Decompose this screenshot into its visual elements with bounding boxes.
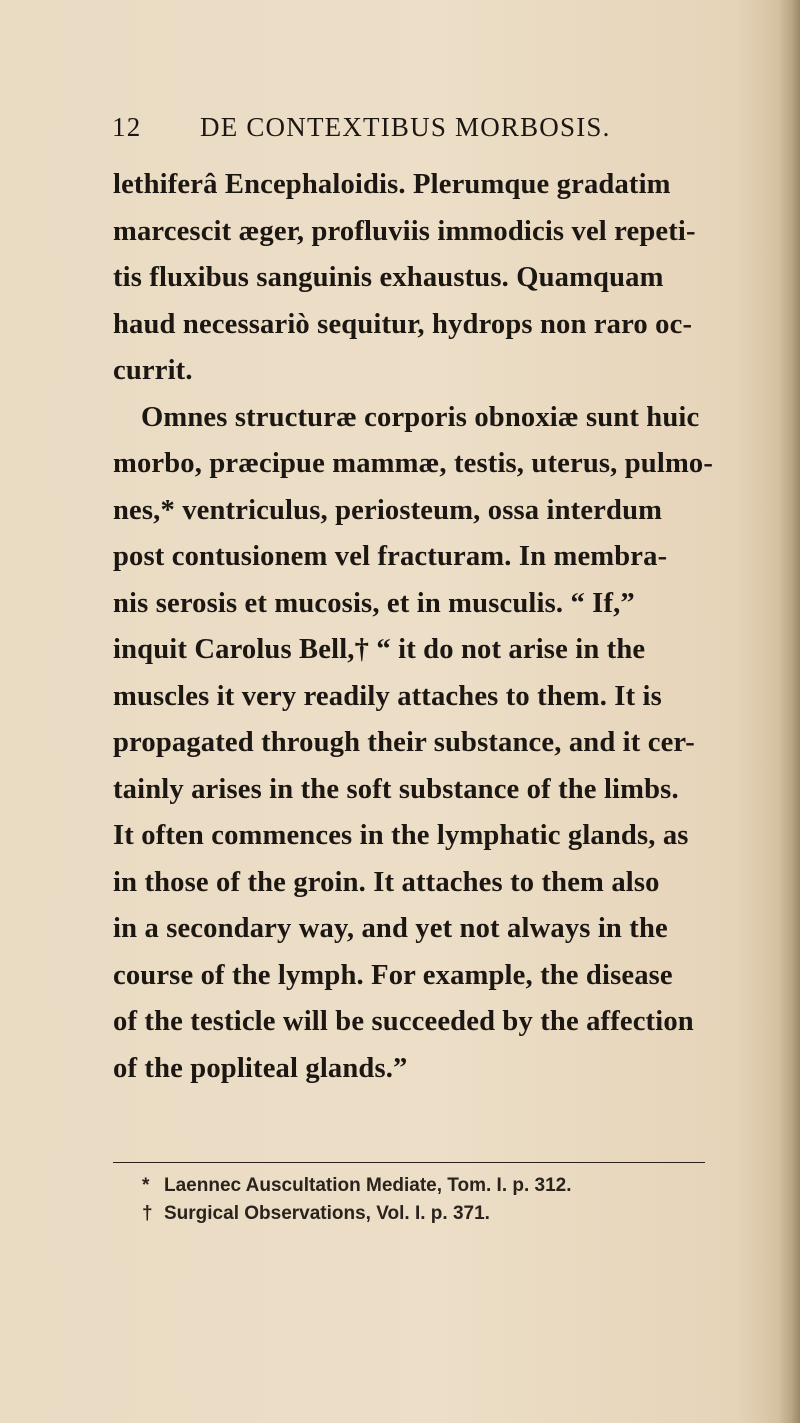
footnote (142, 1172, 702, 1200)
text-line: inquit Carolus Bell,† “ it do not arise in the (113, 634, 646, 665)
text-line: propagated through their substance, and it cer- (113, 727, 695, 758)
text-line: nis serosis et mucosis, et in musculis. “ If,” (113, 587, 635, 619)
text-line: of the testicle will be succeeded by the affection (113, 1006, 694, 1037)
text-line: of the popliteal glands.” (113, 1052, 408, 1084)
footnote-mark: * (142, 1175, 150, 1196)
text-line: in those of the groin. It attaches to them also (113, 866, 660, 898)
text-line: muscles it very readily attaches to them. It is (113, 680, 662, 712)
paragraph-start-line: Omnes structuræ corporis obnoxiæ sunt huic (141, 401, 700, 433)
text-line: post contusionem vel fracturam. In membra- (113, 541, 668, 572)
text-line: tis fluxibus sanguinis exhaustus. Quamquam (113, 262, 664, 293)
text-line: currit. (113, 355, 193, 386)
text-line: lethiferâ Encephaloidis. Plerumque gradatim (113, 169, 671, 200)
page-edge-shadow (778, 0, 800, 1423)
text-line: haud necessariò sequitur, hydrops non raro oc- (113, 308, 693, 340)
body-text (113, 162, 714, 1092)
running-title: DE CONTEXTIBUS MORBOSIS. (200, 112, 611, 142)
text-line: tainly arises in the soft substance of the limbs. (113, 773, 679, 805)
footnotes (142, 1172, 702, 1228)
text-line: in a secondary way, and yet not always in the (113, 913, 668, 944)
page-number: 12 (112, 112, 142, 142)
text-line: nes,* ventriculus, periosteum, ossa interdum (113, 494, 663, 526)
text-line: morbo, præcipue mammæ, testis, uterus, pulmo- (113, 448, 714, 479)
running-head (112, 107, 672, 147)
footnote-divider (113, 1162, 705, 1163)
text-line: It often commences in the lymphatic glands, as (113, 820, 689, 851)
footnote-text: Laennec Auscultation Mediate, Tom. I. p. 312. (164, 1175, 572, 1196)
text-line: marcescit æger, profluviis immodicis vel repeti- (113, 215, 696, 247)
text-line: course of the lymph. For example, the disease (113, 959, 673, 991)
footnote (142, 1200, 702, 1228)
footnote-mark: † (142, 1203, 153, 1224)
footnote-text: Surgical Observations, Vol. I. p. 371. (164, 1203, 490, 1224)
